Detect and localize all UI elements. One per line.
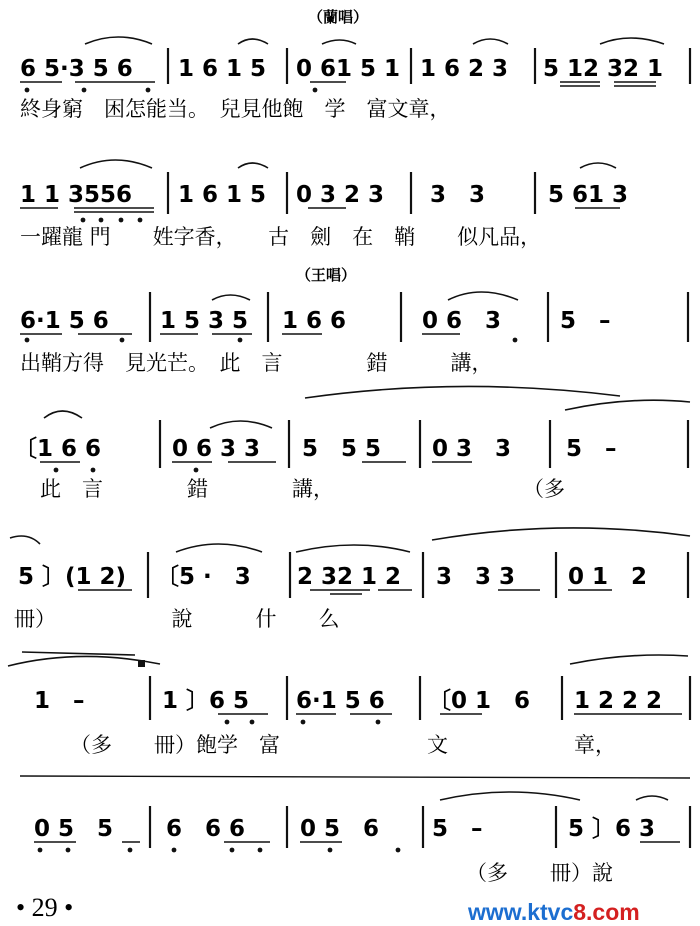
slur-marks (85, 37, 664, 44)
lyric-line: （多 冊）說 (466, 861, 613, 885)
score-row-6 (8, 652, 690, 758)
measure-notes: 6·1 5 6 (20, 308, 109, 334)
measure-notes: 5 – (566, 436, 617, 462)
measure-notes: 1 6 1 5 (178, 56, 267, 82)
score-row-7 (20, 776, 690, 885)
measure-notes: 0 3 3 (432, 436, 512, 462)
measure-notes: 0 5 6 (300, 816, 380, 842)
measure-notes: 6 6 6 (166, 816, 246, 842)
octave-dots (54, 468, 199, 473)
measure-notes: 1 6 2 3 (420, 56, 509, 82)
lyric-line: （多 冊）飽学 富 文 章， (70, 733, 616, 757)
score-row-4 (14, 386, 690, 502)
measure-notes: 3 3 (430, 182, 486, 208)
measure-notes: 0 1 2 (568, 564, 648, 590)
watermark-logo: www.ktvc8.com (468, 899, 640, 925)
slur-marks (44, 386, 690, 428)
underline-beams (20, 208, 620, 212)
slur-mark (440, 792, 580, 800)
octave-dots (38, 848, 401, 853)
accent-mark (138, 660, 145, 667)
measure-notes: 1 〕6 5 (162, 688, 250, 714)
slur-marks (10, 528, 690, 552)
score-row-3 (20, 266, 688, 376)
measure-notes: 0 6 3 3 (172, 436, 261, 462)
slur-marks (80, 160, 616, 168)
slur-marks (212, 292, 518, 300)
measure-notes: 0 61 5 1 (296, 56, 401, 82)
measure-notes: 1 1 3556 (20, 182, 133, 208)
measure-notes: 1 6 6 (282, 308, 347, 334)
measure-notes: 1 5 3 5 (160, 308, 249, 334)
lyric-line: 冊） 說 什 么 (14, 607, 340, 631)
score-row-2 (20, 160, 628, 250)
lyric-line: 一躍龍 門 姓字香， 古 劍 在 鞘 似凡品， (20, 225, 542, 249)
measure-notes: 5 12 32 1 (543, 56, 664, 82)
measure-notes: 1 6 1 5 (178, 182, 267, 208)
tie-line (20, 776, 690, 778)
lyric-line: 此 言 錯 講， （多 (40, 477, 565, 501)
underline-beams (78, 590, 612, 594)
singer-label: （王唱） (296, 266, 357, 284)
measure-notes: 0 3 2 3 (296, 182, 385, 208)
measure-notes: 〔1 6 6 (14, 436, 102, 462)
measure-notes: 5 〕(1 2) (18, 564, 127, 590)
measure-notes: 1 2 2 2 (574, 688, 663, 714)
score-row-5 (10, 528, 690, 631)
slur-mark (8, 656, 160, 666)
score-row-1 (20, 8, 690, 122)
measure-notes: 0 6 3 (422, 308, 502, 334)
lyric-line: 出鞘方得 見光芒。 此 言 錯 講， (20, 351, 493, 375)
measure-notes: 0 5 5 (34, 816, 114, 842)
measure-notes: 5 〕6 3 (568, 816, 656, 842)
lyric-line: 終身窮 困怎能当。 兒見他飽 学 富文章， (20, 97, 451, 121)
measure-notes: 1 – (34, 688, 85, 714)
octave-dots (25, 338, 518, 343)
measure-notes: 2 32 1 2 (297, 564, 402, 590)
slur-mark (636, 796, 668, 800)
octave-dots (81, 218, 143, 223)
measure-notes: 3 3 3 (436, 564, 516, 590)
measure-notes: 〔0 1 6 (428, 688, 531, 714)
page-number: • 29 • (16, 893, 74, 922)
measure-notes: 5 – (560, 308, 611, 334)
underline-beams (20, 82, 656, 86)
measure-notes: 〔5 · 3 (156, 564, 251, 590)
octave-dots (25, 88, 318, 93)
measure-notes: 6 5·3 5 6 (20, 56, 133, 82)
slur-mark (570, 655, 688, 664)
tie-line (22, 652, 135, 655)
singer-label: （蘭唱） (308, 8, 369, 26)
measure-notes: 6·1 5 6 (296, 688, 385, 714)
measure-notes: 5 61 3 (548, 182, 629, 208)
measure-notes: 5 – (432, 816, 483, 842)
measure-notes: 5 5 5 (302, 436, 382, 462)
octave-dots (225, 720, 381, 725)
